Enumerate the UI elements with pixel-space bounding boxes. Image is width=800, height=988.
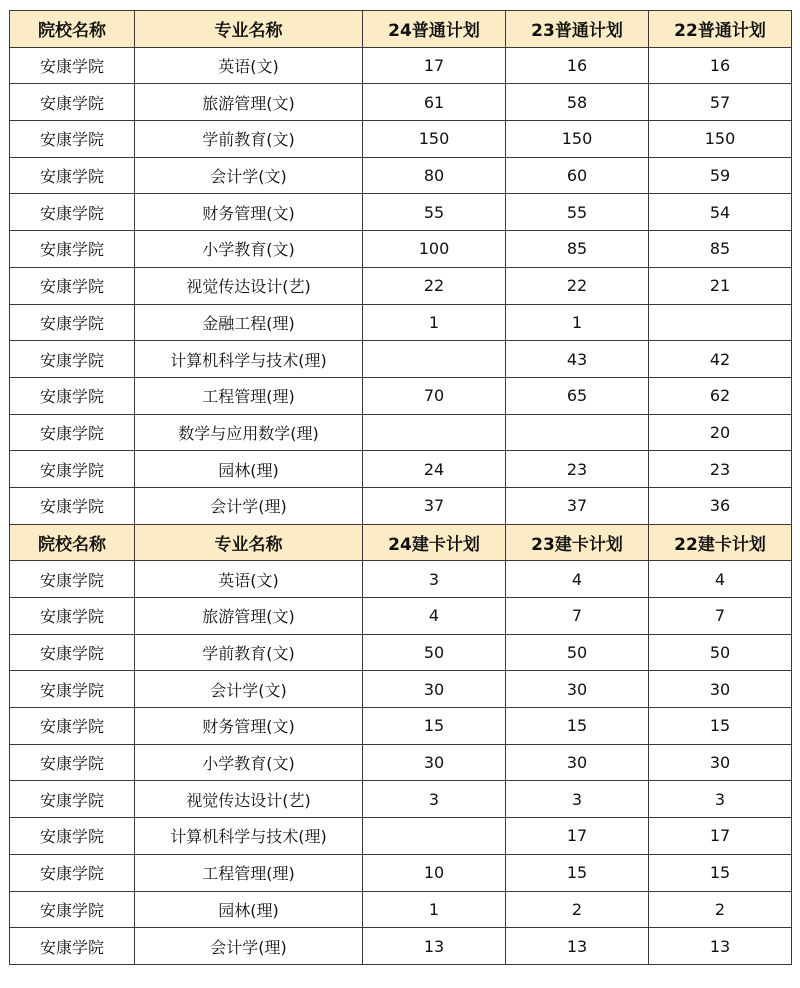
cell-school-name: 安康学院 bbox=[10, 157, 135, 194]
header-row bbox=[10, 524, 792, 561]
cell-plan-2024: 100 bbox=[363, 231, 506, 268]
cell-plan-2022: 15 bbox=[649, 708, 792, 745]
cell-plan-2022: 42 bbox=[649, 341, 792, 378]
cell-plan-2024 bbox=[363, 818, 506, 855]
column-header-plan-2022: 22建卡计划 bbox=[649, 524, 792, 561]
cell-plan-2022: 36 bbox=[649, 487, 792, 524]
cell-plan-2023: 37 bbox=[506, 487, 649, 524]
table-row bbox=[10, 781, 792, 818]
table-row bbox=[10, 121, 792, 158]
cell-school-name: 安康学院 bbox=[10, 487, 135, 524]
cell-plan-2024: 37 bbox=[363, 487, 506, 524]
cell-plan-2023: 43 bbox=[506, 341, 649, 378]
cell-plan-2024: 1 bbox=[363, 891, 506, 928]
cell-school-name: 安康学院 bbox=[10, 47, 135, 84]
cell-plan-2023: 30 bbox=[506, 671, 649, 708]
cell-school-name: 安康学院 bbox=[10, 231, 135, 268]
cell-plan-2024: 50 bbox=[363, 634, 506, 671]
cell-major-name: 园林(理) bbox=[135, 451, 363, 488]
cell-plan-2024: 80 bbox=[363, 157, 506, 194]
table-row bbox=[10, 84, 792, 121]
cell-major-name: 旅游管理(文) bbox=[135, 84, 363, 121]
cell-major-name: 英语(文) bbox=[135, 47, 363, 84]
column-header-school-name: 院校名称 bbox=[10, 524, 135, 561]
cell-plan-2022: 3 bbox=[649, 781, 792, 818]
cell-plan-2024: 22 bbox=[363, 267, 506, 304]
cell-plan-2024: 17 bbox=[363, 47, 506, 84]
cell-school-name: 安康学院 bbox=[10, 451, 135, 488]
table-row bbox=[10, 341, 792, 378]
cell-school-name: 安康学院 bbox=[10, 891, 135, 928]
cell-major-name: 计算机科学与技术(理) bbox=[135, 341, 363, 378]
cell-plan-2024: 24 bbox=[363, 451, 506, 488]
cell-plan-2022: 15 bbox=[649, 854, 792, 891]
cell-plan-2022: 7 bbox=[649, 598, 792, 635]
cell-major-name: 学前教育(文) bbox=[135, 634, 363, 671]
enrollment-plan-table bbox=[9, 10, 792, 965]
cell-major-name: 会计学(文) bbox=[135, 157, 363, 194]
cell-plan-2022: 23 bbox=[649, 451, 792, 488]
cell-plan-2023: 17 bbox=[506, 818, 649, 855]
cell-major-name: 小学教育(文) bbox=[135, 744, 363, 781]
cell-plan-2024: 150 bbox=[363, 121, 506, 158]
table-row bbox=[10, 598, 792, 635]
cell-major-name: 会计学(理) bbox=[135, 487, 363, 524]
cell-major-name: 工程管理(理) bbox=[135, 854, 363, 891]
cell-school-name: 安康学院 bbox=[10, 818, 135, 855]
table-row bbox=[10, 487, 792, 524]
cell-plan-2022: 4 bbox=[649, 561, 792, 598]
cell-plan-2024 bbox=[363, 414, 506, 451]
table-row bbox=[10, 377, 792, 414]
column-header-plan-2022: 22普通计划 bbox=[649, 11, 792, 48]
cell-plan-2023: 23 bbox=[506, 451, 649, 488]
cell-plan-2023: 15 bbox=[506, 708, 649, 745]
cell-major-name: 学前教育(文) bbox=[135, 121, 363, 158]
table-row bbox=[10, 634, 792, 671]
cell-plan-2024: 3 bbox=[363, 561, 506, 598]
cell-major-name: 视觉传达设计(艺) bbox=[135, 267, 363, 304]
cell-plan-2022: 50 bbox=[649, 634, 792, 671]
table-row bbox=[10, 47, 792, 84]
cell-plan-2022: 13 bbox=[649, 928, 792, 965]
cell-major-name: 数学与应用数学(理) bbox=[135, 414, 363, 451]
table-body bbox=[10, 11, 792, 965]
cell-plan-2023: 85 bbox=[506, 231, 649, 268]
table-row bbox=[10, 451, 792, 488]
cell-plan-2022: 2 bbox=[649, 891, 792, 928]
cell-plan-2023: 1 bbox=[506, 304, 649, 341]
cell-plan-2023: 16 bbox=[506, 47, 649, 84]
cell-major-name: 金融工程(理) bbox=[135, 304, 363, 341]
column-header-major-name: 专业名称 bbox=[135, 11, 363, 48]
table-row bbox=[10, 928, 792, 965]
cell-major-name: 会计学(理) bbox=[135, 928, 363, 965]
cell-school-name: 安康学院 bbox=[10, 928, 135, 965]
cell-plan-2024: 4 bbox=[363, 598, 506, 635]
cell-plan-2024 bbox=[363, 341, 506, 378]
table-row bbox=[10, 267, 792, 304]
column-header-school-name: 院校名称 bbox=[10, 11, 135, 48]
cell-plan-2023 bbox=[506, 414, 649, 451]
cell-plan-2022: 30 bbox=[649, 744, 792, 781]
cell-school-name: 安康学院 bbox=[10, 634, 135, 671]
cell-major-name: 小学教育(文) bbox=[135, 231, 363, 268]
cell-plan-2022 bbox=[649, 304, 792, 341]
cell-plan-2024: 3 bbox=[363, 781, 506, 818]
cell-major-name: 财务管理(文) bbox=[135, 708, 363, 745]
cell-plan-2023: 2 bbox=[506, 891, 649, 928]
cell-plan-2023: 30 bbox=[506, 744, 649, 781]
cell-plan-2023: 7 bbox=[506, 598, 649, 635]
cell-plan-2022: 54 bbox=[649, 194, 792, 231]
cell-plan-2023: 22 bbox=[506, 267, 649, 304]
cell-plan-2023: 58 bbox=[506, 84, 649, 121]
column-header-plan-2024: 24建卡计划 bbox=[363, 524, 506, 561]
cell-plan-2023: 150 bbox=[506, 121, 649, 158]
column-header-major-name: 专业名称 bbox=[135, 524, 363, 561]
cell-school-name: 安康学院 bbox=[10, 414, 135, 451]
cell-plan-2024: 55 bbox=[363, 194, 506, 231]
cell-plan-2024: 10 bbox=[363, 854, 506, 891]
cell-school-name: 安康学院 bbox=[10, 744, 135, 781]
cell-plan-2023: 3 bbox=[506, 781, 649, 818]
table-row bbox=[10, 708, 792, 745]
table-row bbox=[10, 818, 792, 855]
cell-plan-2024: 1 bbox=[363, 304, 506, 341]
cell-school-name: 安康学院 bbox=[10, 708, 135, 745]
table-row bbox=[10, 304, 792, 341]
cell-plan-2024: 15 bbox=[363, 708, 506, 745]
cell-plan-2022: 21 bbox=[649, 267, 792, 304]
table-row bbox=[10, 157, 792, 194]
cell-school-name: 安康学院 bbox=[10, 267, 135, 304]
cell-plan-2022: 17 bbox=[649, 818, 792, 855]
cell-plan-2022: 30 bbox=[649, 671, 792, 708]
cell-plan-2022: 150 bbox=[649, 121, 792, 158]
cell-major-name: 工程管理(理) bbox=[135, 377, 363, 414]
cell-plan-2022: 85 bbox=[649, 231, 792, 268]
cell-plan-2022: 62 bbox=[649, 377, 792, 414]
cell-plan-2023: 13 bbox=[506, 928, 649, 965]
cell-major-name: 旅游管理(文) bbox=[135, 598, 363, 635]
cell-plan-2022: 59 bbox=[649, 157, 792, 194]
cell-plan-2022: 57 bbox=[649, 84, 792, 121]
header-row bbox=[10, 11, 792, 48]
cell-plan-2024: 30 bbox=[363, 671, 506, 708]
cell-school-name: 安康学院 bbox=[10, 598, 135, 635]
cell-plan-2024: 61 bbox=[363, 84, 506, 121]
cell-plan-2022: 16 bbox=[649, 47, 792, 84]
cell-major-name: 英语(文) bbox=[135, 561, 363, 598]
cell-plan-2023: 50 bbox=[506, 634, 649, 671]
cell-plan-2023: 60 bbox=[506, 157, 649, 194]
cell-school-name: 安康学院 bbox=[10, 781, 135, 818]
cell-plan-2023: 4 bbox=[506, 561, 649, 598]
cell-plan-2024: 13 bbox=[363, 928, 506, 965]
cell-school-name: 安康学院 bbox=[10, 194, 135, 231]
cell-school-name: 安康学院 bbox=[10, 377, 135, 414]
table-row bbox=[10, 744, 792, 781]
table-row bbox=[10, 671, 792, 708]
cell-school-name: 安康学院 bbox=[10, 121, 135, 158]
cell-school-name: 安康学院 bbox=[10, 561, 135, 598]
table-row bbox=[10, 891, 792, 928]
cell-plan-2023: 15 bbox=[506, 854, 649, 891]
table-row bbox=[10, 854, 792, 891]
cell-school-name: 安康学院 bbox=[10, 671, 135, 708]
cell-major-name: 财务管理(文) bbox=[135, 194, 363, 231]
cell-school-name: 安康学院 bbox=[10, 854, 135, 891]
column-header-plan-2023: 23普通计划 bbox=[506, 11, 649, 48]
cell-major-name: 视觉传达设计(艺) bbox=[135, 781, 363, 818]
table-row bbox=[10, 194, 792, 231]
table-row bbox=[10, 414, 792, 451]
column-header-plan-2024: 24普通计划 bbox=[363, 11, 506, 48]
cell-plan-2024: 30 bbox=[363, 744, 506, 781]
cell-plan-2023: 55 bbox=[506, 194, 649, 231]
cell-plan-2023: 65 bbox=[506, 377, 649, 414]
table-row bbox=[10, 561, 792, 598]
cell-plan-2022: 20 bbox=[649, 414, 792, 451]
column-header-plan-2023: 23建卡计划 bbox=[506, 524, 649, 561]
cell-school-name: 安康学院 bbox=[10, 84, 135, 121]
cell-major-name: 会计学(文) bbox=[135, 671, 363, 708]
cell-plan-2024: 70 bbox=[363, 377, 506, 414]
cell-school-name: 安康学院 bbox=[10, 341, 135, 378]
cell-school-name: 安康学院 bbox=[10, 304, 135, 341]
table-row bbox=[10, 231, 792, 268]
cell-major-name: 园林(理) bbox=[135, 891, 363, 928]
cell-major-name: 计算机科学与技术(理) bbox=[135, 818, 363, 855]
